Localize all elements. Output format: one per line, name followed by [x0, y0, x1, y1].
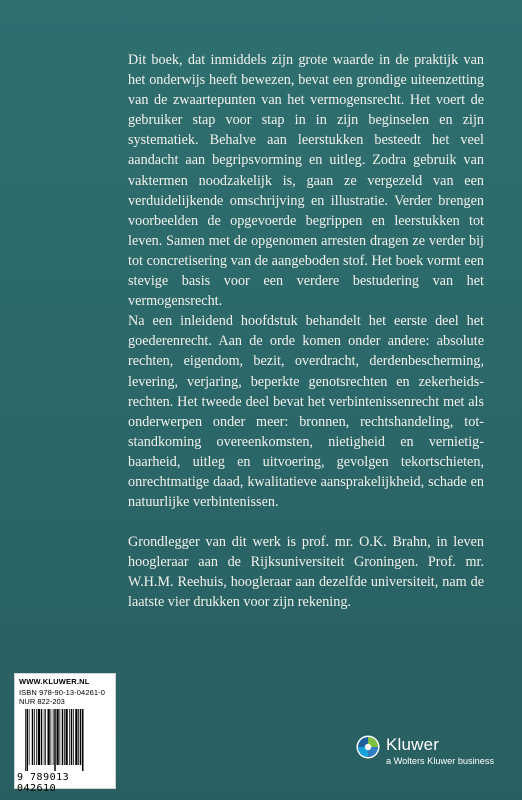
sticker-isbn: ISBN 978-90-13-04261-0	[19, 688, 106, 697]
blurb-paragraph-2: Na een inleidend hoofdstuk behandelt het eerste deel het goederenrecht. Aan de orde komen onder andere: absolute rechten, eigendom, bezit, overdracht, derdenbescherming, levering, verjaring, beperkte genotsrechten en zekerheids-rechten. Het tweede deel bevat het verbintenissenrecht met als onderwerpen onder meer: bronnen, rechtshandeling, tot-standkoming overeenkomsten, nietigheid en vernietig-baarheid, uitleg en uitvoering, gevolgen tekortschieten, onrechtmatige daad, kwalitatieve aansprakelijkheid, schade en natuurlijke verbintenissen.	[128, 313, 484, 511]
blurb	[128, 50, 484, 613]
sticker-nur: NUR 822-203	[19, 697, 65, 706]
barcode-sticker	[14, 673, 116, 794]
blurb-paragraph-1: Dit boek, dat inmiddels zijn grote waarde in de praktijk van het onderwijs heeft bewezen, bevat een grondige uiteenzetting van de zwaartepunten van het vermogensrecht. Het voert de gebruiker stap voor stap in in zijn beginselen en zijn systematiek. Behalve aan leerstukken besteedt het veel aandacht aan begripsvorming en uitleg. Zodra gebruik van vaktermen noodzakelijk is, gaan ze vergezeld van een verduidelijkende omschrijving en illustratie. Verder brengen voorbeelden de opgevoerde begrippen en leerstukken tot leven. Samen met de opgenomen arresten dragen ze verder bij tot concretisering van de aangeboden stof. Het boek vormt een stevige basis voor een verdere bestudering van het vermogensrecht.	[128, 52, 484, 310]
publisher-name: Kluwer	[386, 735, 440, 754]
barcode-number: 9 789013 042610	[17, 772, 70, 794]
publisher-logo	[356, 733, 506, 773]
blurb-paragraph-3: Grondlegger van dit werk is prof. mr. O.K. Brahn, in leven hoogleraar aan de Rijksuniversiteit Groningen. Prof. mr. W.H.M. Reehuis, hoogleraar aan dezelfde universiteit, nam de laatste vier drukken voor zijn rekening.	[128, 534, 484, 611]
barcode-image	[25, 709, 111, 771]
sticker-url: WWW.KLUWER.NL	[19, 677, 90, 686]
publisher-tagline: a Wolters Kluwer business	[386, 756, 495, 766]
kluwer-logo-icon	[356, 735, 380, 759]
